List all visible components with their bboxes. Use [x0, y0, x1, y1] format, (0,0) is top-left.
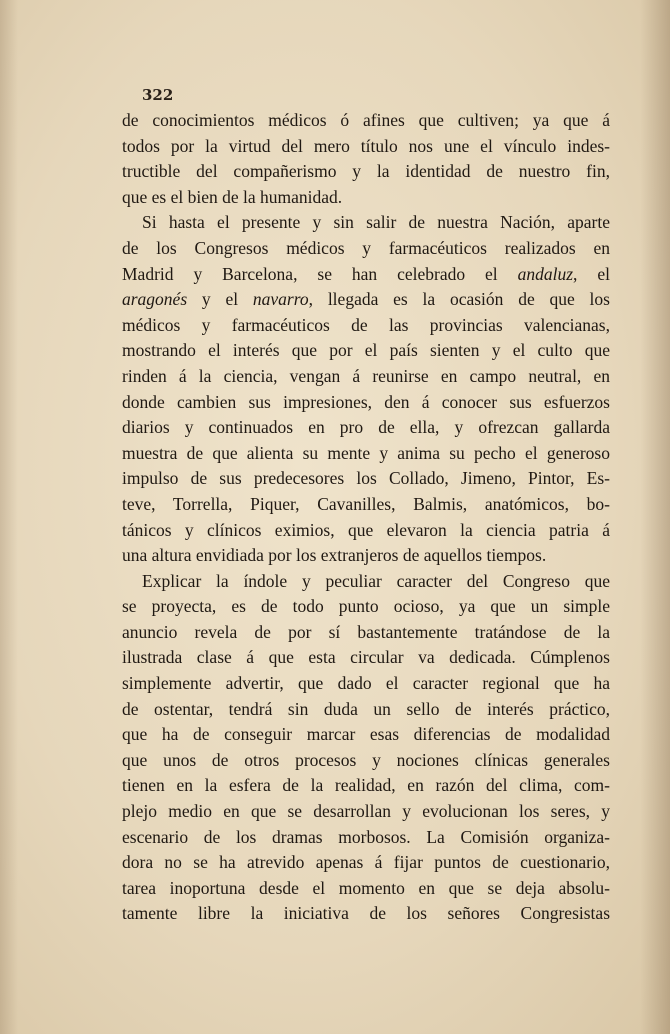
- text-line: de ostentar, tendrá sin duda un sello de interés práctico,: [122, 698, 610, 719]
- text-line: que ha de conseguir marcar esas diferencias de modalidad: [122, 724, 610, 745]
- text-line: muestra de que alienta su mente y anima su pecho el generoso: [122, 442, 610, 463]
- text-line: teve, Torrella, Piquer, Cavanilles, Balmis, anatómicos, bo-: [122, 493, 610, 514]
- text-line: tarea inoportuna desde el momento en que se deja absolu-: [122, 877, 610, 898]
- text-line: médicos y farmacéuticos de las provincias valencianas,: [122, 314, 610, 335]
- text-line: tamente libre la iniciativa de los señores Congresistas: [122, 903, 610, 924]
- text-line: impulso de sus predecesores los Collado, Jimeno, Pintor, Es-: [122, 468, 610, 489]
- italic-term: andaluz: [517, 263, 574, 284]
- body-text: [122, 108, 610, 927]
- text-line: escenario de los dramas morbosos. La Comisión organiza-: [122, 826, 610, 847]
- page-number: 322: [142, 86, 174, 104]
- text-line: dora no se ha atrevido apenas á fijar puntos de cuestionario,: [122, 852, 610, 873]
- text-line: tienen en la esfera de la realidad, en razón del clima, com-: [122, 775, 610, 796]
- text-line: mostrando el interés que por el país sienten y el culto que: [122, 340, 610, 361]
- gutter-shadow: [0, 0, 18, 1034]
- text-line: de los Congresos médicos y farmacéuticos realizados en: [122, 237, 610, 258]
- text-line: anuncio revela de por sí bastantemente tratándose de la: [122, 621, 610, 642]
- text-line: ilustrada clase á que esta circular va dedicada. Cúmplenos: [122, 647, 610, 668]
- text-line: donde cambien sus impresiones, den á conocer sus esfuerzos: [122, 391, 610, 412]
- text-line: se proyecta, es de todo punto ocioso, ya que un simple: [122, 596, 610, 617]
- text-line: una altura envidiada por los extranjeros de aquellos tiempos.: [122, 545, 547, 566]
- page-edge-shadow: [640, 0, 670, 1034]
- text-line: Madrid y Barcelona, se han celebrado el andaluz, el: [122, 263, 610, 284]
- italic-term: navarro: [252, 289, 309, 310]
- text-line: rinden á la ciencia, vengan á reunirse en campo neutral, en: [122, 365, 610, 386]
- paragraph: [122, 108, 610, 210]
- paragraph: [122, 210, 610, 568]
- italic-term: aragonés: [122, 289, 188, 310]
- text-line: diarios y continuados en pro de ella, y ofrezcan gallarda: [122, 417, 610, 438]
- text-line: tructible del compañerismo y la identidad de nuestro fin,: [122, 161, 610, 182]
- text-line: aragonés y el navarro, llegada es la ocasión de que los: [122, 289, 610, 310]
- text-line: que es el bien de la humanidad.: [122, 186, 343, 207]
- text-line: todos por la virtud del mero título nos une el vínculo indes-: [122, 135, 610, 156]
- text-line: Si hasta el presente y sin salir de nuestra Nación, aparte: [142, 212, 610, 233]
- paragraph: [122, 569, 610, 927]
- text-line: que unos de otros procesos y nociones clínicas generales: [122, 749, 610, 770]
- text-line: plejo medio en que se desarrollan y evolucionan los seres, y: [122, 801, 610, 822]
- text-line: Explicar la índole y peculiar caracter del Congreso que: [142, 570, 610, 591]
- text-line: de conocimientos médicos ó afines que cultiven; ya que á: [122, 110, 610, 130]
- text-line: tánicos y clínicos eximios, que elevaron la ciencia patria á: [122, 519, 610, 540]
- text-line: simplemente advertir, que dado el caracter regional que ha: [122, 673, 610, 694]
